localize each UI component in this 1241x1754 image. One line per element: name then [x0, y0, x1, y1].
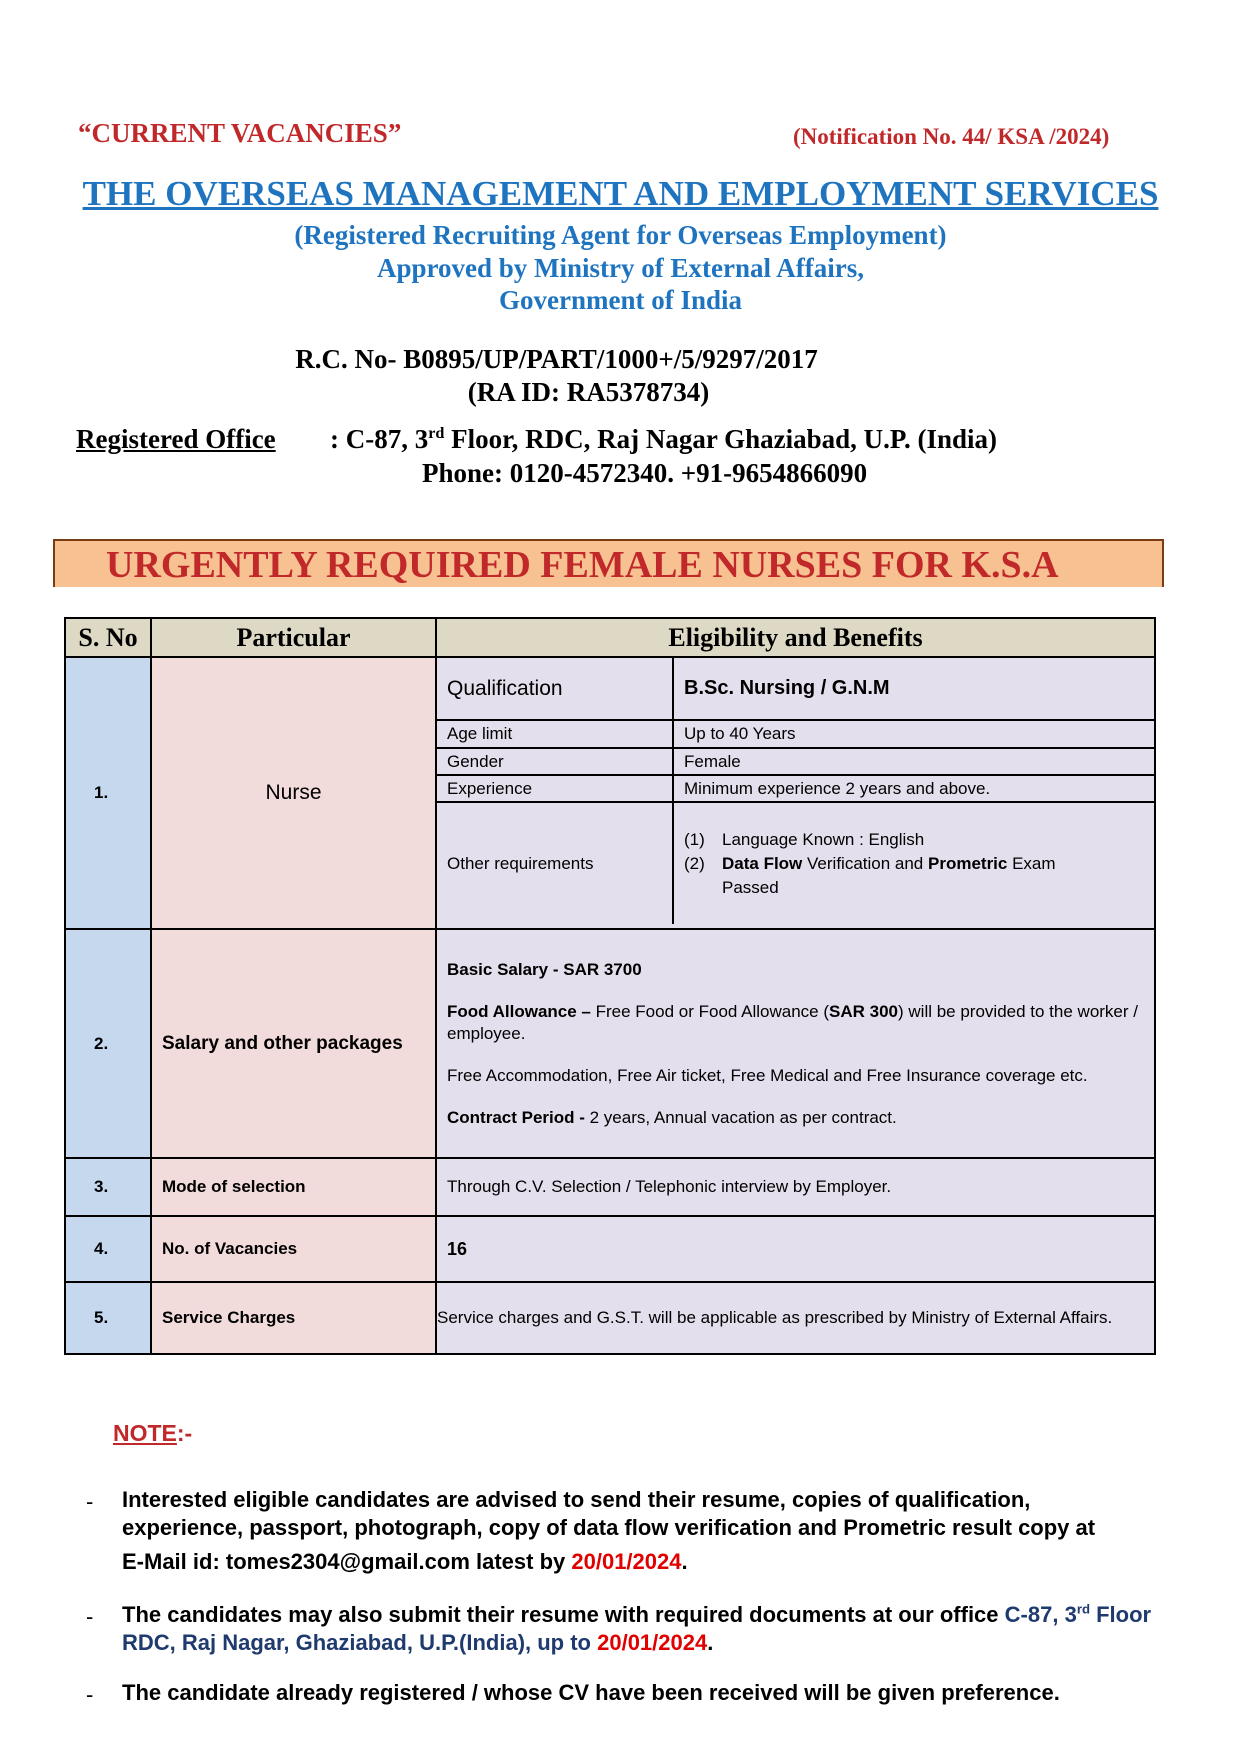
company-name: [0, 174, 1241, 214]
vacancy-table: [64, 617, 1156, 1355]
subtitle-line-1: (Registered Recruiting Agent for Overseas Employment): [294, 220, 947, 250]
note-heading: NOTE:-: [113, 1420, 193, 1446]
header-particular: Particular: [151, 618, 436, 657]
table-row: [65, 929, 1155, 1158]
gender-value: Female: [673, 748, 1154, 775]
table-row: [65, 1216, 1155, 1282]
other-requirements-value: (1) Language Known : English (2) Data Flow Verification and Prometric Exam Passed: [673, 802, 1154, 924]
subtitle-line-2: Approved by Ministry of External Affairs,: [377, 253, 864, 283]
header-sno: S. No: [65, 618, 151, 657]
basic-salary: Basic Salary - SAR 3700: [447, 959, 642, 979]
subtitle-line-3: Government of India: [499, 285, 742, 315]
row4-particular: No. of Vacancies: [151, 1216, 436, 1282]
row5-particular: Service Charges: [151, 1282, 436, 1354]
food-allowance: Food Allowance – Free Food or Food Allowance (SAR 300) will be provided to the worker / employee.: [447, 1001, 1138, 1043]
registered-office-address: : C-87, 3rd Floor, RDC, Raj Nagar Ghaziabad, U.P. (India): [330, 424, 997, 454]
row4-sno: 4.: [65, 1216, 151, 1282]
contract-period: Contract Period - 2 years, Annual vacation as per contract.: [447, 1107, 897, 1127]
row2-particular: Salary and other packages: [151, 929, 436, 1158]
row3-detail: Through C.V. Selection / Telephonic interview by Employer.: [436, 1158, 1155, 1216]
rc-number: R.C. No- B0895/UP/PART/1000+/5/9297/2017: [295, 344, 818, 374]
table-row: [65, 1158, 1155, 1216]
phone-numbers: Phone: 0120-4572340. +91-9654866090: [422, 458, 868, 488]
header-eligibility: Eligibility and Benefits: [436, 618, 1155, 657]
row4-detail: 16: [436, 1216, 1155, 1282]
note-bullet-2: The candidates may also submit their resume with required documents at our office C-87, 3rd Floor RDC, Raj Nagar, Ghaziabad, U.P.(India), up to 20/01/2024.: [122, 1601, 1152, 1655]
table-row: [65, 657, 1155, 929]
company-name-text: THE OVERSEAS MANAGEMENT AND EMPLOYMENT SERVICES: [82, 174, 1159, 213]
row2-details: [436, 929, 1155, 1158]
row1-sno: 1.: [65, 657, 151, 929]
notification-number: (Notification No. 44/ KSA /2024): [793, 124, 1110, 149]
registered-office-label: Registered Office: [76, 424, 276, 454]
row3-particular: Mode of selection: [151, 1158, 436, 1216]
row1-particular: Nurse: [151, 657, 436, 929]
bullet-1-dash: -: [86, 1489, 94, 1514]
row5-sno: 5.: [65, 1282, 151, 1354]
row2-sno: 2.: [65, 929, 151, 1158]
age-label: Age limit: [437, 720, 673, 748]
eligibility-subtable: [437, 658, 1154, 924]
note-bullet-1: Interested eligible candidates are advised to send their resume, copies of qualification, experience, passport, photograph, copy of data flow verification and Prometric result copy at E-Mail id: tomes2304@gmail.com latest by 20/01/2024.: [122, 1487, 1096, 1574]
current-vacancies-heading: “CURRENT VACANCIES”: [78, 118, 402, 148]
table-header-row: [65, 618, 1155, 657]
other-requirements-label: Other requirements: [437, 802, 673, 924]
table-row: [65, 1282, 1155, 1354]
note-bullet-3: The candidate already registered / whose CV have been received will be given preference.: [122, 1680, 1060, 1705]
row1-details: [436, 657, 1155, 929]
row5-detail: Service charges and G.S.T. will be applicable as prescribed by Ministry of External Affairs.: [436, 1282, 1155, 1354]
urgent-banner: [53, 539, 1164, 587]
qualification-label: Qualification: [437, 658, 673, 720]
row3-sno: 3.: [65, 1158, 151, 1216]
experience-label: Experience: [437, 775, 673, 802]
free-benefits: Free Accommodation, Free Air ticket, Free Medical and Free Insurance coverage etc.: [447, 1065, 1088, 1085]
age-value: Up to 40 Years: [673, 720, 1154, 748]
bullet-3-dash: -: [86, 1682, 94, 1707]
bullet-2-dash: -: [86, 1604, 94, 1629]
qualification-value: B.Sc. Nursing / G.N.M: [673, 658, 1154, 720]
experience-value: Minimum experience 2 years and above.: [673, 775, 1154, 802]
ra-id: (RA ID: RA5378734): [467, 377, 710, 407]
urgent-banner-text: URGENTLY REQUIRED FEMALE NURSES FOR K.S.A: [106, 544, 1059, 586]
gender-label: Gender: [437, 748, 673, 775]
